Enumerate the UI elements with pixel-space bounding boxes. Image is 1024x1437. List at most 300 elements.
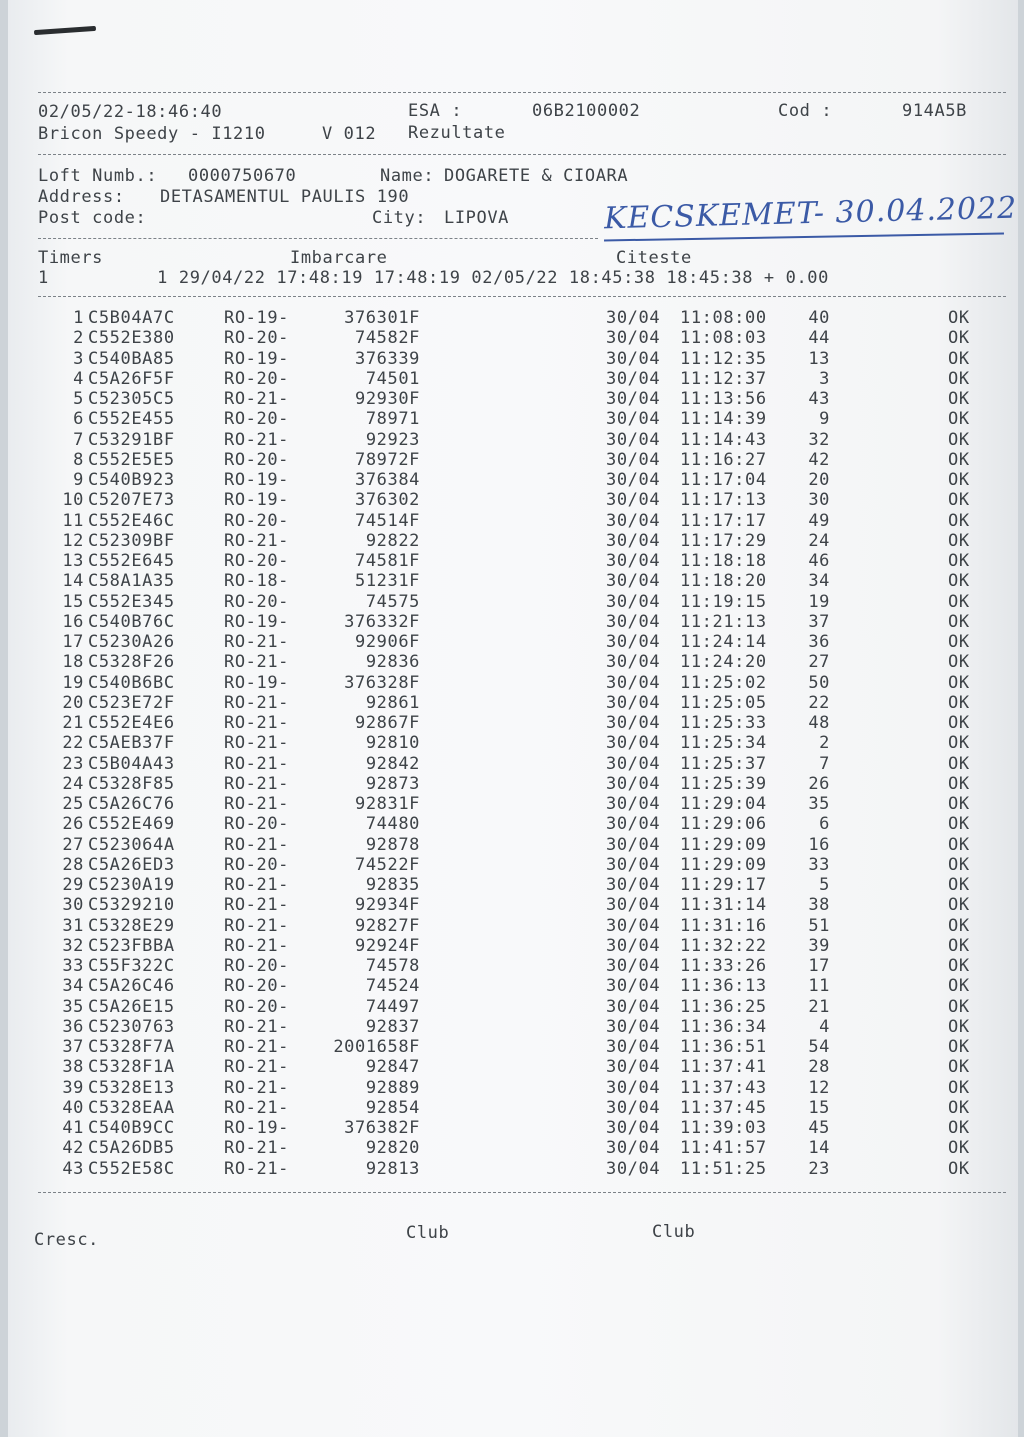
arrival-time: 11:37:41 [680, 1057, 767, 1078]
status-ok: OK [948, 571, 970, 592]
position-number: 33 [808, 854, 830, 875]
arrival-date: 30/04 [606, 854, 661, 875]
ring-prefix: RO-21- [224, 935, 290, 956]
chip-id: C5329210 [88, 895, 175, 916]
device-name: Bricon Speedy - I1210 [38, 124, 266, 144]
arrival-time: 11:29:04 [680, 794, 767, 814]
result-number: 23 [62, 753, 84, 774]
result-number: 2 [73, 328, 84, 349]
arrival-time: 11:24:14 [680, 632, 767, 652]
ring-number: 92867F [354, 713, 420, 733]
arrival-time: 11:08:00 [680, 308, 767, 328]
position-number: 9 [819, 409, 830, 430]
chip-id: C5A26E15 [88, 996, 175, 1017]
status-ok: OK [948, 1138, 970, 1159]
ring-prefix: RO-20- [224, 368, 290, 389]
position-number: 49 [808, 510, 830, 531]
result-number: 4 [73, 368, 84, 389]
result-number: 3 [73, 348, 84, 369]
position-number: 48 [808, 713, 830, 733]
status-ok: OK [948, 733, 970, 754]
status-ok: OK [948, 834, 970, 855]
result-row [8, 1138, 1018, 1158]
arrival-time: 11:37:43 [680, 1077, 767, 1098]
chip-id: C5AEB37F [88, 733, 175, 754]
arrival-time: 11:37:45 [680, 1097, 767, 1118]
arrival-time: 11:39:03 [680, 1118, 767, 1138]
position-number: 36 [808, 632, 830, 652]
status-ok: OK [948, 348, 970, 369]
status-ok: OK [948, 409, 970, 430]
arrival-date: 30/04 [606, 368, 661, 389]
status-ok: OK [948, 611, 970, 632]
arrival-date: 30/04 [606, 996, 661, 1017]
ring-number: 92923 [365, 429, 420, 450]
ring-number: 376301F [344, 308, 420, 328]
ring-prefix: RO-19- [224, 672, 290, 693]
chip-id: C552E46C [88, 510, 175, 531]
status-ok: OK [948, 875, 970, 895]
ring-number: 92847 [365, 1057, 420, 1078]
status-ok: OK [948, 1118, 970, 1138]
result-row [8, 612, 1018, 632]
ring-prefix: RO-18- [224, 571, 290, 592]
ring-number: 92878 [365, 834, 420, 855]
status-ok: OK [948, 551, 970, 571]
ring-number: 92854 [365, 1097, 420, 1118]
result-row [8, 936, 1018, 956]
ring-number: 92822 [365, 530, 420, 551]
result-row [8, 632, 1018, 652]
result-number: 5 [73, 389, 84, 409]
position-number: 38 [808, 895, 830, 916]
arrival-date: 30/04 [606, 672, 661, 693]
arrival-date: 30/04 [606, 429, 661, 450]
chip-id: C5A26C76 [88, 794, 175, 814]
arrival-date: 30/04 [606, 976, 661, 997]
position-number: 15 [808, 1097, 830, 1118]
position-number: 39 [808, 935, 830, 956]
ring-prefix: RO-21- [224, 1037, 290, 1057]
ring-number: 74480 [365, 814, 420, 835]
result-number: 14 [62, 571, 84, 592]
chip-id: C55F322C [88, 956, 175, 976]
ring-number: 92837 [365, 1016, 420, 1037]
result-row [8, 976, 1018, 996]
result-number: 35 [62, 996, 84, 1017]
print-datetime: 02/05/22-18:46:40 [38, 102, 223, 122]
status-ok: OK [948, 713, 970, 733]
ring-prefix: RO-20- [224, 996, 290, 1017]
status-ok: OK [948, 368, 970, 389]
ring-prefix: RO-20- [224, 328, 290, 349]
position-number: 44 [808, 328, 830, 349]
esa-label: ESA : [408, 101, 463, 121]
result-row [8, 349, 1018, 369]
ring-prefix: RO-19- [224, 490, 290, 511]
result-number: 1 [73, 308, 84, 328]
arrival-time: 11:31:16 [680, 915, 767, 936]
arrival-date: 30/04 [606, 449, 661, 470]
result-row [8, 875, 1018, 895]
status-ok: OK [948, 773, 970, 794]
separator-line [38, 1192, 1006, 1193]
result-row [8, 1078, 1018, 1098]
chip-id: C5328F1A [88, 1057, 175, 1078]
status-ok: OK [948, 692, 970, 713]
ring-number: 92842 [365, 753, 420, 774]
loft-number-label: Loft Numb.: [38, 166, 158, 186]
result-row [8, 835, 1018, 855]
status-ok: OK [948, 814, 970, 835]
chip-id: C5230763 [88, 1016, 175, 1037]
separator-line [38, 238, 598, 239]
result-number: 20 [62, 692, 84, 713]
arrival-date: 30/04 [606, 1097, 661, 1118]
position-number: 3 [819, 368, 830, 389]
ring-prefix: RO-21- [224, 753, 290, 774]
arrival-time: 11:18:18 [680, 551, 767, 571]
ring-prefix: RO-21- [224, 692, 290, 713]
position-number: 37 [808, 611, 830, 632]
result-number: 38 [62, 1057, 84, 1078]
position-number: 5 [819, 875, 830, 895]
ring-prefix: RO-21- [224, 632, 290, 652]
ring-number: 51231F [354, 571, 420, 592]
result-number: 37 [62, 1037, 84, 1057]
result-row [8, 308, 1018, 328]
arrival-date: 30/04 [606, 1057, 661, 1078]
loft-number: 0000750670 [188, 166, 297, 186]
status-ok: OK [948, 470, 970, 490]
status-ok: OK [948, 1057, 970, 1078]
chip-id: C552E380 [88, 328, 175, 349]
chip-id: C552E645 [88, 551, 175, 571]
arrival-time: 11:25:02 [680, 672, 767, 693]
imbarcare-label: Imbarcare [290, 248, 388, 268]
result-row [8, 409, 1018, 429]
ring-number: 92827F [354, 915, 420, 936]
chip-id: C5A26ED3 [88, 854, 175, 875]
result-row [8, 571, 1018, 591]
result-row [8, 511, 1018, 531]
result-number: 9 [73, 470, 84, 490]
arrival-date: 30/04 [606, 875, 661, 895]
ring-prefix: RO-20- [224, 510, 290, 531]
result-number: 31 [62, 915, 84, 936]
position-number: 22 [808, 692, 830, 713]
ring-prefix: RO-19- [224, 348, 290, 369]
report-type: Rezultate [408, 123, 506, 143]
position-number: 50 [808, 672, 830, 693]
ring-number: 92831F [354, 794, 420, 814]
ring-prefix: RO-21- [224, 1158, 290, 1179]
arrival-time: 11:36:25 [680, 996, 767, 1017]
ring-prefix: RO-21- [224, 773, 290, 794]
arrival-time: 11:33:26 [680, 956, 767, 976]
position-number: 23 [808, 1158, 830, 1179]
ring-prefix: RO-19- [224, 1118, 290, 1138]
result-number: 41 [62, 1118, 84, 1138]
ring-prefix: RO-20- [224, 814, 290, 835]
arrival-date: 30/04 [606, 935, 661, 956]
device-version: V 012 [322, 124, 377, 144]
chip-id: C5328F26 [88, 652, 175, 673]
result-row [8, 997, 1018, 1017]
status-ok: OK [948, 1097, 970, 1118]
separator-line [38, 154, 1006, 155]
position-number: 27 [808, 652, 830, 673]
result-row [8, 652, 1018, 672]
chip-id: C58A1A35 [88, 571, 175, 592]
arrival-date: 30/04 [606, 652, 661, 673]
result-row [8, 1098, 1018, 1118]
status-ok: OK [948, 308, 970, 328]
result-number: 30 [62, 895, 84, 916]
cod-label: Cod : [778, 101, 833, 121]
position-number: 19 [808, 591, 830, 612]
ring-number: 74581F [354, 551, 420, 571]
status-ok: OK [948, 510, 970, 531]
arrival-time: 11:08:03 [680, 328, 767, 349]
result-number: 26 [62, 814, 84, 835]
result-number: 34 [62, 976, 84, 997]
separator-line [38, 92, 1006, 93]
arrival-date: 30/04 [606, 1138, 661, 1159]
ring-number: 74497 [365, 996, 420, 1017]
arrival-date: 30/04 [606, 794, 661, 814]
result-number: 6 [73, 409, 84, 430]
arrival-time: 11:29:17 [680, 875, 767, 895]
chip-id: C5328F7A [88, 1037, 175, 1057]
position-number: 16 [808, 834, 830, 855]
chip-id: C552E5E5 [88, 449, 175, 470]
ring-number: 78972F [354, 449, 420, 470]
result-row [8, 1057, 1018, 1077]
status-ok: OK [948, 632, 970, 652]
chip-id: C5230A26 [88, 632, 175, 652]
result-row [8, 733, 1018, 753]
result-row [8, 490, 1018, 510]
result-number: 24 [62, 773, 84, 794]
arrival-time: 11:17:17 [680, 510, 767, 531]
arrival-time: 11:29:09 [680, 854, 767, 875]
ring-prefix: RO-21- [224, 834, 290, 855]
status-ok: OK [948, 956, 970, 976]
arrival-time: 11:12:37 [680, 368, 767, 389]
chip-id: C5230A19 [88, 875, 175, 895]
ring-prefix: RO-21- [224, 733, 290, 754]
position-number: 13 [808, 348, 830, 369]
result-row [8, 430, 1018, 450]
club-label: Club [406, 1223, 450, 1243]
result-row [8, 1037, 1018, 1057]
result-number: 18 [62, 652, 84, 673]
handwritten-race-note: KECSKEMET- 30.04.2022 [603, 190, 1018, 237]
arrival-date: 30/04 [606, 530, 661, 551]
result-row [8, 592, 1018, 612]
result-number: 17 [62, 632, 84, 652]
position-number: 40 [808, 308, 830, 328]
status-ok: OK [948, 389, 970, 409]
chip-id: C523E72F [88, 692, 175, 713]
ring-prefix: RO-21- [224, 1097, 290, 1118]
ring-prefix: RO-21- [224, 915, 290, 936]
address-label: Address: [38, 187, 125, 207]
club-label: Club [652, 1222, 696, 1242]
arrival-time: 11:13:56 [680, 389, 767, 409]
status-ok: OK [948, 915, 970, 936]
arrival-time: 11:36:51 [680, 1037, 767, 1057]
ring-number: 92906F [354, 632, 420, 652]
result-row [8, 389, 1018, 409]
status-ok: OK [948, 672, 970, 693]
result-row [8, 551, 1018, 571]
result-number: 28 [62, 854, 84, 875]
ring-prefix: RO-20- [224, 956, 290, 976]
arrival-time: 11:12:35 [680, 348, 767, 369]
status-ok: OK [948, 429, 970, 450]
status-ok: OK [948, 1037, 970, 1057]
ring-number: 376332F [344, 611, 420, 632]
result-row [8, 693, 1018, 713]
chip-id: C5328E29 [88, 915, 175, 936]
result-row [8, 794, 1018, 814]
ring-prefix: RO-19- [224, 308, 290, 328]
arrival-date: 30/04 [606, 773, 661, 794]
chip-id: C523FBBA [88, 935, 175, 956]
chip-id: C540B9CC [88, 1118, 175, 1138]
arrival-time: 11:21:13 [680, 611, 767, 632]
arrival-time: 11:31:14 [680, 895, 767, 916]
arrival-date: 30/04 [606, 915, 661, 936]
ring-prefix: RO-20- [224, 409, 290, 430]
status-ok: OK [948, 854, 970, 875]
arrival-time: 11:41:57 [680, 1138, 767, 1159]
arrival-date: 30/04 [606, 632, 661, 652]
ring-number: 74582F [354, 328, 420, 349]
arrival-time: 11:25:05 [680, 692, 767, 713]
arrival-date: 30/04 [606, 1118, 661, 1138]
chip-id: C552E4E6 [88, 713, 175, 733]
status-ok: OK [948, 328, 970, 349]
ring-number: 92813 [365, 1158, 420, 1179]
result-number: 27 [62, 834, 84, 855]
result-row [8, 713, 1018, 733]
result-number: 7 [73, 429, 84, 450]
chip-id: C540B923 [88, 470, 175, 490]
position-number: 46 [808, 551, 830, 571]
result-row [8, 328, 1018, 348]
cod-value: 914A5B [902, 101, 968, 121]
chip-id: C52309BF [88, 530, 175, 551]
ring-number: 376328F [344, 672, 420, 693]
result-number: 36 [62, 1016, 84, 1037]
ring-number: 74522F [354, 854, 420, 875]
ring-number: 92810 [365, 733, 420, 754]
status-ok: OK [948, 1158, 970, 1179]
chip-id: C540B6BC [88, 672, 175, 693]
ring-number: 92889 [365, 1077, 420, 1098]
ring-number: 92835 [365, 875, 420, 895]
arrival-date: 30/04 [606, 389, 661, 409]
arrival-date: 30/04 [606, 1158, 661, 1179]
result-row [8, 774, 1018, 794]
position-number: 35 [808, 794, 830, 814]
arrival-time: 11:29:06 [680, 814, 767, 835]
result-number: 15 [62, 591, 84, 612]
result-row [8, 916, 1018, 936]
result-row [8, 369, 1018, 389]
result-number: 32 [62, 935, 84, 956]
ring-number: 74578 [365, 956, 420, 976]
status-ok: OK [948, 1077, 970, 1098]
arrival-date: 30/04 [606, 591, 661, 612]
arrival-time: 11:14:39 [680, 409, 767, 430]
status-ok: OK [948, 794, 970, 814]
pen-mark [34, 26, 96, 35]
ring-prefix: RO-20- [224, 551, 290, 571]
ring-number: 376339 [354, 348, 420, 369]
position-number: 51 [808, 915, 830, 936]
ring-number: 92873 [365, 773, 420, 794]
arrival-date: 30/04 [606, 470, 661, 490]
position-number: 4 [819, 1016, 830, 1037]
arrival-date: 30/04 [606, 814, 661, 835]
result-number: 33 [62, 956, 84, 976]
result-number: 40 [62, 1097, 84, 1118]
ring-prefix: RO-21- [224, 530, 290, 551]
ring-prefix: RO-20- [224, 591, 290, 612]
result-number: 12 [62, 530, 84, 551]
arrival-date: 30/04 [606, 692, 661, 713]
chip-id: C5207E73 [88, 490, 175, 511]
chip-id: C523064A [88, 834, 175, 855]
result-row [8, 450, 1018, 470]
position-number: 24 [808, 530, 830, 551]
chip-id: C552E58C [88, 1158, 175, 1179]
position-number: 26 [808, 773, 830, 794]
arrival-date: 30/04 [606, 733, 661, 754]
arrival-date: 30/04 [606, 611, 661, 632]
ring-prefix: RO-19- [224, 611, 290, 632]
ring-prefix: RO-21- [224, 1016, 290, 1037]
arrival-date: 30/04 [606, 409, 661, 430]
position-number: 20 [808, 470, 830, 490]
arrival-date: 30/04 [606, 490, 661, 511]
chip-id: C5328E13 [88, 1077, 175, 1098]
name-label: Name: [380, 166, 435, 186]
chip-id: C52305C5 [88, 389, 175, 409]
arrival-time: 11:25:34 [680, 733, 767, 754]
arrival-date: 30/04 [606, 551, 661, 571]
arrival-time: 11:29:09 [680, 834, 767, 855]
position-number: 14 [808, 1138, 830, 1159]
result-number: 19 [62, 672, 84, 693]
chip-id: C552E469 [88, 814, 175, 835]
chip-id: C540B76C [88, 611, 175, 632]
result-number: 16 [62, 611, 84, 632]
printed-ticket [8, 0, 1018, 1437]
position-number: 34 [808, 571, 830, 592]
result-number: 8 [73, 449, 84, 470]
ring-number: 74524 [365, 976, 420, 997]
result-row [8, 754, 1018, 774]
result-number: 43 [62, 1158, 84, 1179]
ring-number: 376382F [344, 1118, 420, 1138]
status-ok: OK [948, 530, 970, 551]
result-row [8, 470, 1018, 490]
